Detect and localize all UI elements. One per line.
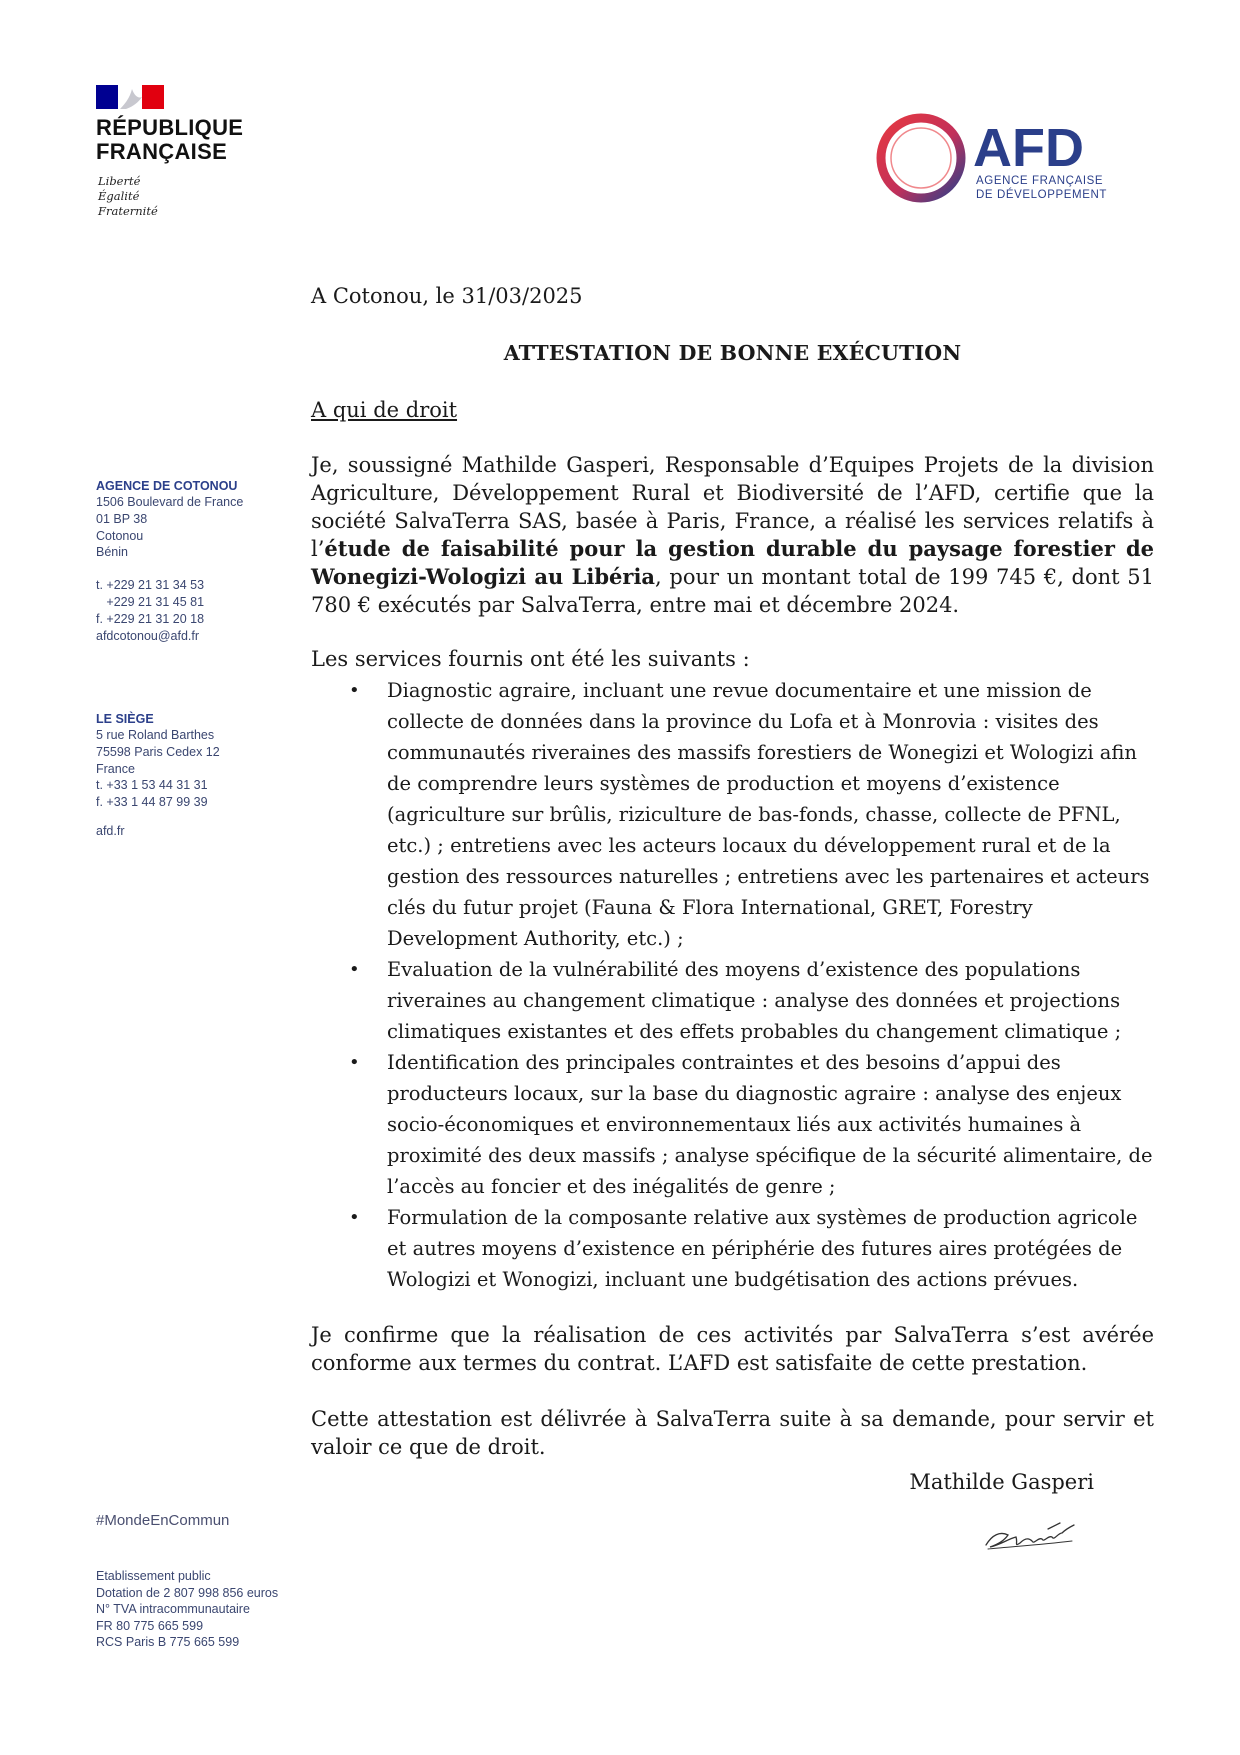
siege-address-line: 5 rue Roland Barthes [96,728,215,742]
republique-francaise-logo-text [96,116,243,164]
bullet-icon: • [349,1207,360,1228]
agence-spacer [96,561,243,577]
services-intro: Les services fournis ont été les suivants : [311,647,750,671]
rf-name-line1: RÉPUBLIQUE [96,115,244,140]
agence-address-line: 1506 Boulevard de France [96,495,244,509]
siege-address-line: France [96,761,135,776]
letter-title: ATTESTATION DE BONNE EXÉCUTION [503,341,962,365]
legal-line: Dotation de 2 807 998 856 euros [96,1585,279,1600]
agence-phone: +229 21 31 45 81 [96,594,205,609]
bullet-icon: • [349,959,360,980]
legal-line: FR 80 775 665 599 [96,1618,204,1633]
rf-name-line2: FRANÇAISE [96,139,228,164]
agence-cotonou-contact [96,478,243,644]
siege-title: LE SIÈGE [96,712,154,726]
legal-line: N° TVA intracommunautaire [96,1602,250,1617]
afd-name-line1: AGENCE FRANÇAISE [976,175,1104,187]
agence-address-line: Cotonou [96,528,144,543]
list-item [311,675,1154,954]
date-line: A Cotonou, le 31/03/2025 [311,284,583,308]
hashtag: #MondeEnCommun [96,1512,230,1529]
motto-fraternite: Fraternité [98,204,158,218]
certification-paragraph [311,451,1154,619]
service-text: Identification des principales contraintes et des besoins d’appui des producteurs locaux, sur la base du diagnostic agraire : analyse des enjeux socio-économiques et environnementaux liés aux activités humaines à proximité des deux massifs ; analyse spécifique de la sécurité alimentaire, de l’accès au foncier et des inégalités de genre ; [387,1051,1153,1198]
paragraph-text: Je, soussigné Mathilde Gasperi, Responsable d’Equipes Projets de la division Agriculture, Développement Rural et Biodiversité de l’AFD, certifie que la société SalvaTerra SAS, basée à Paris, France, a réalisé les services relatifs à l’ [311,453,1154,561]
siege-fax: f. +33 1 44 87 99 39 [96,795,208,810]
agence-email: afdcotonou@afd.fr [96,628,200,643]
handwritten-signature [978,1515,1088,1559]
afd-website: afd.fr [96,824,125,838]
list-item [311,954,1154,1047]
bullet-icon: • [349,680,360,701]
list-item [311,1202,1154,1295]
confirmation-paragraph: Je confirme que la réalisation de ces activités par SalvaTerra s’est avérée conforme aux termes du contrat. L’AFD est satisfaite de cette prestation. [311,1323,1154,1375]
siege-address-line: 75598 Paris Cedex 12 [96,744,220,759]
agence-address-line: Bénin [96,545,128,560]
paragraph-text: , pour un montant total de 199 745 €, dont 51 780 € exécutés par SalvaTerra, entre mai et décembre 2024. [311,565,1155,617]
service-text: Diagnostic agraire, incluant une revue documentaire et une mission de collecte de données dans la province du Lofa et à Monrovia : visites des communautés riveraines des massifs forestiers de Wonegizi et Wologizi afin de comprendre leurs systèmes de production et moyens d’existence (agriculture sur brûlis, riziculture de bas-fonds, chasse, collecte de PFNL, etc.) ; entretiens avec les acteurs locaux du développement rural et de la gestion des ressources naturelles ; entretiens avec les partenaires et acteurs clés du futur projet (Fauna & Flora International, GRET, Forestry Development Authority, etc.) ; [387,679,1150,950]
republique-motto [98,174,158,219]
siege-contact [96,711,220,811]
study-title-bold: étude de faisabilité pour la gestion durable du paysage forestier de Wonegizi-Wologizi au Libéria [311,536,1154,589]
afd-acronym: AFD [973,118,1084,178]
legal-mentions [96,1568,278,1651]
afd-logo [873,108,1153,208]
letter-body [311,282,1154,1496]
list-item [311,1047,1154,1202]
signer-name: Mathilde Gasperi [909,1470,1094,1494]
service-text: Formulation de la composante relative aux systèmes de production agricole et autres moyens d’existence en périphérie des futures aires protégées de Wologizi et Wonogizi, incluant une budgétisation des actions prévues. [387,1206,1138,1291]
agence-fax: f. +229 21 31 20 18 [96,611,205,626]
legal-line: RCS Paris B 775 665 599 [96,1635,240,1650]
legal-line: Etablissement public [96,1569,211,1583]
motto-liberte: Liberté [98,174,141,188]
marianne-flag-icon [96,85,164,109]
agence-phone: t. +229 21 31 34 53 [96,578,205,593]
siege-phone: t. +33 1 53 44 31 31 [96,778,208,793]
motto-egalite: Égalité [98,189,140,203]
services-list [311,675,1154,1295]
salutation: A qui de droit [311,398,458,422]
afd-name-line2: DE DÉVELOPPEMENT [976,189,1108,201]
closing-paragraph: Cette attestation est délivrée à SalvaTerra suite à sa demande, pour servir et valoir ce que de droit. [311,1407,1154,1459]
agence-address-line: 01 BP 38 [96,511,148,526]
agence-title: AGENCE DE COTONOU [96,479,238,493]
service-text: Evaluation de la vulnérabilité des moyens d’existence des populations riveraines au changement climatique : analyse des données et projections climatiques existantes et des effets probables du changement climatique ; [387,958,1122,1043]
bullet-icon: • [349,1052,360,1073]
